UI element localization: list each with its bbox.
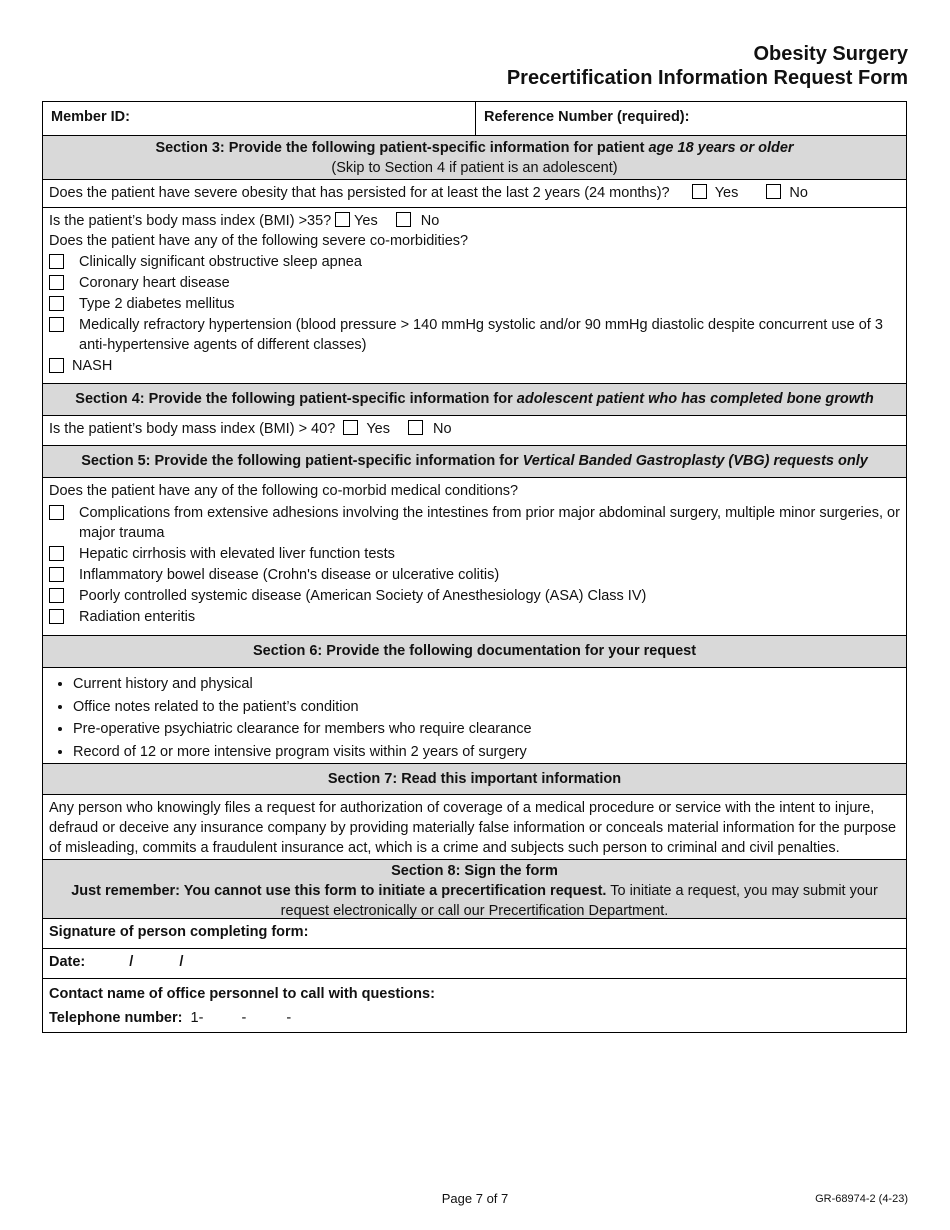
section4-q1-row	[43, 416, 906, 446]
comorbidity-checkbox[interactable]	[49, 317, 64, 332]
condition-option	[49, 503, 900, 543]
section3-q2-text: Is the patient’s body mass index (BMI) >35?	[49, 213, 332, 229]
section4-q1-no-checkbox[interactable]	[408, 420, 423, 435]
telephone-label: Telephone number:	[49, 1010, 183, 1026]
telephone-field[interactable]	[49, 1008, 900, 1028]
comorbidity-label: Type 2 diabetes mellitus	[79, 296, 235, 312]
documentation-item: • Pre-operative psychiatric clearance for members who require clearance	[73, 718, 900, 741]
condition-option	[49, 607, 900, 627]
condition-option	[49, 586, 900, 606]
condition-option	[49, 565, 900, 585]
section4-q1-text: Is the patient’s body mass index (BMI) > 40?	[49, 421, 336, 437]
form-subtitle: Precertification Information Request Form	[506, 67, 908, 89]
reference-number-field[interactable]	[476, 102, 697, 135]
section5-title-italic: Vertical Banded Gastroplasty (VBG) requests only	[522, 453, 868, 469]
condition-checkbox[interactable]	[49, 588, 64, 603]
condition-checkbox[interactable]	[49, 609, 64, 624]
section3-q2-no-label: No	[420, 213, 440, 229]
section6-heading	[43, 636, 906, 668]
telephone-prefix: 1-	[190, 1010, 204, 1026]
section7-heading	[43, 764, 906, 795]
section3-heading	[43, 136, 906, 180]
section8-heading	[43, 860, 906, 919]
comorbidity-checkbox[interactable]	[49, 358, 64, 373]
section8-note: To initiate a request, you may submit your request electronically or call our Precertification Department.	[280, 883, 878, 919]
telephone-separator: -	[286, 1010, 292, 1026]
documentation-item: • Record of 12 or more intensive program visits within 2 years of surgery	[73, 741, 900, 764]
contact-label[interactable]: Contact name of office personnel to call with questions:	[49, 986, 435, 1002]
comorbidity-label: Clinically significant obstructive sleep apnea	[79, 254, 362, 270]
date-label: Date:	[49, 954, 86, 970]
section6-body	[43, 668, 906, 764]
section3-q2-yes-label: Yes	[354, 213, 378, 229]
comorbidity-checkbox[interactable]	[49, 296, 64, 311]
form-title: Obesity Surgery	[753, 43, 908, 65]
reference-number-label: Reference Number (required):	[484, 109, 690, 125]
member-id-label: Member ID:	[51, 109, 130, 125]
comorbidity-option	[49, 273, 900, 293]
section3-q2-no-checkbox[interactable]	[396, 212, 411, 227]
section3-title-italic: age 18 years or older	[648, 140, 794, 156]
id-row	[43, 102, 906, 136]
section3-q2-yes-checkbox[interactable]	[335, 212, 350, 227]
comorbidity-option	[49, 252, 900, 272]
section7-body	[43, 795, 906, 860]
condition-label: Radiation enteritis	[79, 609, 196, 625]
comorbidity-option	[49, 356, 900, 376]
section4-q1-yes-label: Yes	[366, 421, 390, 437]
contact-row	[43, 979, 906, 1032]
member-id-field[interactable]	[43, 102, 476, 135]
section4-heading	[43, 384, 906, 416]
signature-row[interactable]	[43, 919, 906, 949]
section3-title: Section 3: Provide the following patient-specific information for patient	[155, 140, 649, 156]
section5-q1-text: Does the patient have any of the following co-morbid medical conditions?	[49, 483, 519, 499]
condition-label: Inflammatory bowel disease (Crohn's disease or ulcerative colitis)	[79, 567, 500, 583]
form-header	[507, 42, 908, 91]
section3-q1-text: Does the patient have severe obesity that has persisted for at least the last 2 years (24 months)?	[49, 185, 670, 201]
section5-body	[43, 478, 906, 636]
comorbidity-checkbox[interactable]	[49, 275, 64, 290]
signature-label: Signature of person completing form:	[49, 924, 309, 940]
comorbidity-option	[49, 315, 900, 355]
section7-title: Section 7: Read this important information	[327, 771, 622, 787]
telephone-separator: -	[241, 1010, 247, 1026]
condition-checkbox[interactable]	[49, 567, 64, 582]
section3-subtitle: (Skip to Section 4 if patient is an adolescent)	[331, 160, 618, 176]
comorbidity-checkbox[interactable]	[49, 254, 64, 269]
section3-q1-row	[43, 180, 906, 208]
comorbidity-label: Medically refractory hypertension (blood pressure > 140 mmHg systolic and/or 90 mmHg diastolic despite concurrent use of 3 anti-hypertensive agents of different classes)	[79, 317, 883, 353]
comorbidity-label: Coronary heart disease	[79, 275, 230, 291]
section3-q1-no-checkbox[interactable]	[766, 184, 781, 199]
date-row[interactable]	[43, 949, 906, 979]
form-code: GR-68974-2 (4-23)	[815, 1193, 908, 1205]
section3-q1-yes-label: Yes	[714, 185, 739, 201]
comorbidity-option	[49, 294, 900, 314]
section5-heading	[43, 446, 906, 478]
section4-title-italic: adolescent patient who has completed bone growth	[516, 391, 874, 407]
condition-label: Complications from extensive adhesions involving the intestines from prior major abdominal surgery, multiple minor surgeries, or major trauma	[79, 505, 900, 541]
date-separator: /	[179, 954, 184, 970]
page-number: Page 7 of 7	[441, 1191, 509, 1206]
date-separator: /	[129, 954, 134, 970]
request-form	[42, 101, 907, 1033]
section3-q1-no-label: No	[789, 185, 808, 201]
comorbidity-label: NASH	[72, 358, 113, 374]
section8-note-bold: Just remember: You cannot use this form to initiate a precertification request.	[71, 883, 607, 899]
section4-q1-no-label: No	[433, 421, 452, 437]
condition-label: Poorly controlled systemic disease (American Society of Anesthesiology (ASA) Class IV)	[79, 588, 647, 604]
condition-label: Hepatic cirrhosis with elevated liver function tests	[79, 546, 395, 562]
condition-checkbox[interactable]	[49, 546, 64, 561]
condition-option	[49, 544, 900, 564]
documentation-item: • Current history and physical	[73, 673, 900, 696]
section8-title: Section 8: Sign the form	[391, 863, 558, 879]
section4-q1-yes-checkbox[interactable]	[343, 420, 358, 435]
section3-q2-row	[43, 208, 906, 384]
section3-q3-text: Does the patient have any of the following severe co-morbidities?	[49, 233, 469, 249]
section5-title: Section 5: Provide the following patient-specific information for	[81, 453, 523, 469]
section6-title: Section 6: Provide the following documentation for your request	[252, 643, 697, 659]
condition-checkbox[interactable]	[49, 505, 64, 520]
section3-q1-yes-checkbox[interactable]	[692, 184, 707, 199]
documentation-list	[49, 673, 900, 763]
fraud-notice: Any person who knowingly files a request for authorization of coverage of a medical procedure or service with the intent to injure, defraud or deceive any insurance company by providing materially false information or conceals material information for the purpose of misleading, commits a fraudulent insurance act, which is a crime and subjects such person to criminal and civil penalties.	[49, 800, 897, 856]
documentation-item: • Office notes related to the patient’s condition	[73, 696, 900, 719]
section4-title: Section 4: Provide the following patient-specific information for	[75, 391, 517, 407]
